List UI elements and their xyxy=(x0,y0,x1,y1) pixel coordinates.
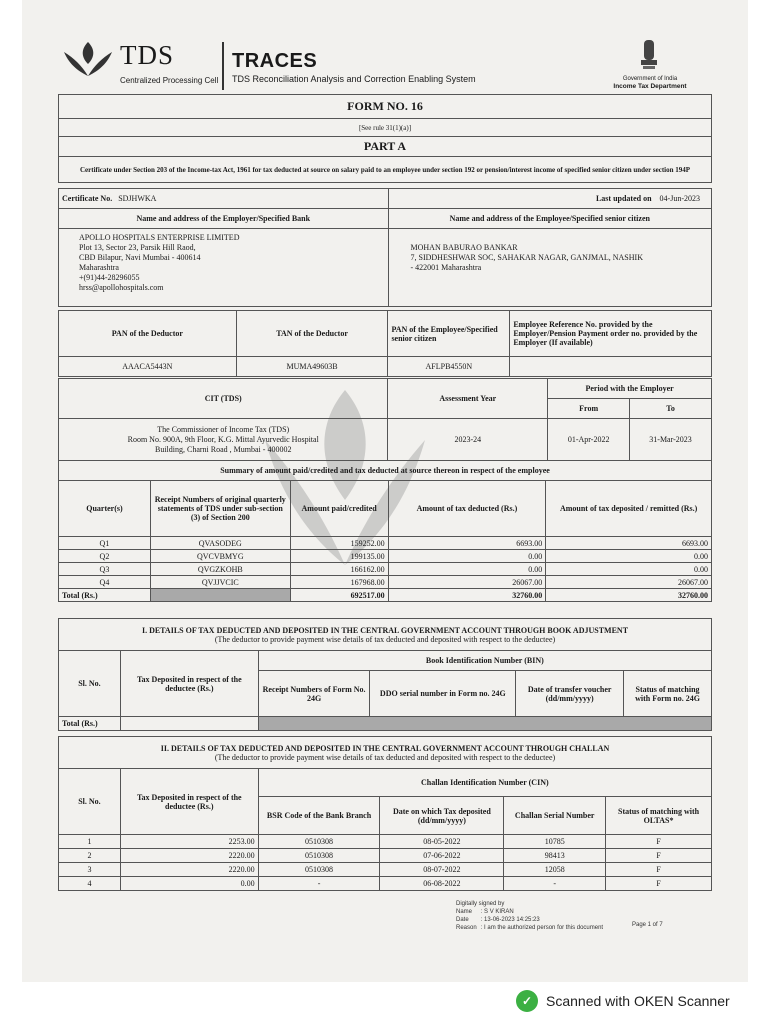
signed-by-label: Digitally signed by xyxy=(456,901,505,907)
ay-label: Assessment Year xyxy=(388,379,548,419)
book-adjustment-table xyxy=(58,618,712,731)
shaded-cell xyxy=(150,589,290,602)
tax-amount: 2220.00 xyxy=(120,849,258,863)
certificate-no-label: Certificate No. xyxy=(62,194,113,203)
emp-ref-label: Employee Reference No. provided by the Employer/Pension Payment order no. provided by the Employer (If available) xyxy=(510,311,712,357)
sl-no-header: Sl. No. xyxy=(59,651,121,717)
bin-col-status: Status of matching with Form no. 24G xyxy=(624,671,712,717)
oltas-status: F xyxy=(606,849,712,863)
bin-header: Book Identification Number (BIN) xyxy=(258,651,711,671)
header-divider xyxy=(222,42,224,90)
tax-amount: 2220.00 xyxy=(120,863,258,877)
employee-address xyxy=(388,229,711,307)
employer-line: +(91)44-28296055 xyxy=(79,273,140,282)
table-row xyxy=(59,849,712,863)
employee-line: 7, SIDDHESHWAR SOC, SAHAKAR NAGAR, GANJMAL, NASHIK xyxy=(410,253,643,262)
header xyxy=(60,28,710,92)
total-label: Total (Rs.) xyxy=(59,589,151,602)
cit-line: The Commissioner of Income Tax (TDS) xyxy=(157,424,290,434)
tax-deposited-header: Tax Deposited in respect of the deductee (Rs.) xyxy=(120,769,258,835)
cit-address xyxy=(59,419,388,461)
pan-employee: AFLPB4550N xyxy=(388,357,510,377)
amount-paid: 159252.00 xyxy=(290,537,388,550)
oltas-status: F xyxy=(606,877,712,891)
tan-deductor: MUMA49603B xyxy=(236,357,388,377)
national-emblem-icon xyxy=(634,36,664,74)
tax-deposited: 0.00 xyxy=(546,563,712,576)
tax-deposited: 6693.00 xyxy=(546,537,712,550)
employer-header: Name and address of the Employer/Specified Bank xyxy=(59,209,389,229)
digital-signature xyxy=(456,900,607,932)
sum-header-deducted: Amount of tax deducted (Rs.) xyxy=(388,481,546,537)
challan-serial: 98413 xyxy=(504,849,606,863)
tax-deducted: 0.00 xyxy=(388,563,546,576)
quarter: Q1 xyxy=(59,537,151,550)
bsr-code: 0510308 xyxy=(258,849,380,863)
bin-col-ddo: DDO serial number in Form no. 24G xyxy=(370,671,516,717)
tax-deducted: 6693.00 xyxy=(388,537,546,550)
total-row xyxy=(59,589,712,602)
sec1-title: I. DETAILS OF TAX DEDUCTED AND DEPOSITED IN THE CENTRAL GOVERNMENT ACCOUNT THROUGH BOOK ADJUSTMENT xyxy=(141,625,629,635)
total-deposited: 32760.00 xyxy=(546,589,712,602)
sig-reason-label: Reason xyxy=(456,925,477,931)
table-row xyxy=(59,835,712,849)
receipt-no: QVCVBMYG xyxy=(150,550,290,563)
sig-name: : S V KIRAN xyxy=(480,909,514,915)
parties-table xyxy=(58,188,712,307)
page-number: Page 1 of 7 xyxy=(632,922,663,928)
assessment-year: 2023-24 xyxy=(388,419,548,461)
gov-of-india xyxy=(600,76,700,91)
table-row xyxy=(59,563,712,576)
period-label: Period with the Employer xyxy=(548,379,712,399)
tds-logo-text: TDS xyxy=(120,40,175,70)
sum-header-deposited: Amount of tax deposited / remitted (Rs.) xyxy=(546,481,712,537)
sum-header-quarter: Quarter(s) xyxy=(59,481,151,537)
pan-employee-label: PAN of the Employee/Specified senior citizen xyxy=(388,311,510,357)
employee-line: MOHAN BABURAO BANKAR xyxy=(410,243,518,252)
traces-title: TRACES xyxy=(232,50,318,72)
cin-col-serial: Challan Serial Number xyxy=(504,797,606,835)
oken-scanner-icon: ✓ xyxy=(516,990,538,1012)
tax-deducted: 26067.00 xyxy=(388,576,546,589)
sec2-subtitle: (The deductor to provide payment wise details of tax deducted and deposited with respect to the deductee) xyxy=(214,752,556,762)
table-row xyxy=(59,576,712,589)
certificate-no: SDJHWKA xyxy=(118,194,157,203)
certificate-desc: Certificate under Section 203 of the Income-tax Act, 1961 for tax deducted at source on salary paid to an employee under section 192 or pension/interest income of specified senior citizen under section 194P xyxy=(59,157,712,183)
bsr-code: 0510308 xyxy=(258,863,380,877)
quarter: Q4 xyxy=(59,576,151,589)
tax-deducted: 0.00 xyxy=(388,550,546,563)
cit-line: Room No. 900A, 9th Floor, K.G. Mittal Ayurvedic Hospital xyxy=(127,434,319,444)
summary-table xyxy=(58,460,712,602)
challan-table xyxy=(58,736,712,891)
period-to: 31-Mar-2023 xyxy=(630,419,712,461)
sl-no: 2 xyxy=(59,849,121,863)
bsr-code: - xyxy=(258,877,380,891)
pan-deductor-label: PAN of the Deductor xyxy=(59,311,237,357)
certificate-no-cell xyxy=(59,189,389,209)
cit-line: Building, Charni Road , Mumbai - 400002 xyxy=(155,444,292,454)
period-from: 01-Apr-2022 xyxy=(548,419,630,461)
employer-line: Maharashtra xyxy=(79,263,119,272)
pan-deductor: AAACA5443N xyxy=(59,357,237,377)
sum-header-paid: Amount paid/credited xyxy=(290,481,388,537)
last-updated-label: Last updated on xyxy=(595,194,652,203)
employee-line: - 422001 Maharashtra xyxy=(410,263,482,272)
gov-line1: Government of India xyxy=(622,76,678,82)
sum-header-receipt: Receipt Numbers of original quarterly statements of TDS under sub-section (3) of Section 200 xyxy=(150,481,290,537)
bsr-code: 0510308 xyxy=(258,835,380,849)
bin-total-label: Total (Rs.) xyxy=(59,717,121,731)
signature-details xyxy=(456,908,607,932)
sec1-subtitle: (The deductor to provide payment wise details of tax deducted and deposited with respect to the deductee) xyxy=(214,634,556,644)
sl-no: 4 xyxy=(59,877,121,891)
sl-no-header: Sl. No. xyxy=(59,769,121,835)
summary-title: Summary of amount paid/credited and tax deducted at source thereon in respect of the employee xyxy=(59,461,712,481)
receipt-no: QVASODEG xyxy=(150,537,290,550)
scanner-footer xyxy=(516,990,730,1012)
amount-paid: 199135.00 xyxy=(290,550,388,563)
employer-line: APOLLO HOSPITALS ENTERPRISE LIMITED xyxy=(79,233,240,242)
tax-deposited: 26067.00 xyxy=(546,576,712,589)
cit-table xyxy=(58,378,712,461)
table-row xyxy=(59,863,712,877)
challan-serial: 10785 xyxy=(504,835,606,849)
table-row xyxy=(59,537,712,550)
cin-col-date: Date on which Tax deposited (dd/mm/yyyy) xyxy=(380,797,504,835)
cin-col-bsr: BSR Code of the Bank Branch xyxy=(258,797,380,835)
bin-col-receipt: Receipt Numbers of Form No. 24G xyxy=(258,671,370,717)
part-a: PART A xyxy=(59,137,712,157)
employer-line: CBD Bilapur, Navi Mumbai - 400614 xyxy=(79,253,201,262)
challan-serial: 12058 xyxy=(504,863,606,877)
deposit-date: 06-08-2022 xyxy=(380,877,504,891)
cit-label: CIT (TDS) xyxy=(59,379,388,419)
tax-amount: 0.00 xyxy=(120,877,258,891)
total-paid: 692517.00 xyxy=(290,589,388,602)
tds-logo-icon xyxy=(60,38,116,84)
tax-deposited: 0.00 xyxy=(546,550,712,563)
form-no: FORM NO. 16 xyxy=(59,95,712,119)
tax-amount: 2253.00 xyxy=(120,835,258,849)
table-row xyxy=(59,550,712,563)
challan-serial: - xyxy=(504,877,606,891)
sig-reason: : I am the authorized person for this document xyxy=(480,925,604,931)
from-label: From xyxy=(548,399,630,419)
sec2-heading xyxy=(59,737,712,769)
to-label: To xyxy=(630,399,712,419)
deposit-date: 08-05-2022 xyxy=(380,835,504,849)
bin-total-value xyxy=(120,717,258,731)
cin-col-status: Status of matching with OLTAS* xyxy=(606,797,712,835)
table-row xyxy=(59,877,712,891)
quarter: Q3 xyxy=(59,563,151,576)
bin-col-date: Date of transfer voucher (dd/mm/yyyy) xyxy=(516,671,624,717)
rule-ref: [See rule 31(1)(a)] xyxy=(59,119,712,137)
form-header-table xyxy=(58,94,712,183)
tax-deposited-header: Tax Deposited in respect of the deductee (Rs.) xyxy=(120,651,258,717)
pan-tan-table xyxy=(58,310,712,377)
sl-no: 3 xyxy=(59,863,121,877)
amount-paid: 166162.00 xyxy=(290,563,388,576)
receipt-no: QVJJVCIC xyxy=(150,576,290,589)
total-deducted: 32760.00 xyxy=(388,589,546,602)
traces-subtitle: TDS Reconciliation Analysis and Correction Enabling System xyxy=(232,74,476,84)
oltas-status: F xyxy=(606,835,712,849)
deposit-date: 07-06-2022 xyxy=(380,849,504,863)
employee-header: Name and address of the Employee/Specified senior citizen xyxy=(388,209,711,229)
last-updated: 04-Jun-2023 xyxy=(659,194,700,203)
gov-line2: Income Tax Department xyxy=(613,83,687,90)
sl-no: 1 xyxy=(59,835,121,849)
sec1-heading xyxy=(59,619,712,651)
employer-address xyxy=(59,229,389,307)
cin-header: Challan Identification Number (CIN) xyxy=(258,769,711,797)
emp-ref-value xyxy=(510,357,712,377)
tan-deductor-label: TAN of the Deductor xyxy=(236,311,388,357)
oltas-status: F xyxy=(606,863,712,877)
deposit-date: 08-07-2022 xyxy=(380,863,504,877)
last-updated-cell xyxy=(388,189,711,209)
tds-subtitle: Centralized Processing Cell xyxy=(120,76,219,85)
sec2-title: II. DETAILS OF TAX DEDUCTED AND DEPOSITED IN THE CENTRAL GOVERNMENT ACCOUNT THROUGH CHALLAN xyxy=(160,743,610,753)
quarter: Q2 xyxy=(59,550,151,563)
sig-date: : 13-06-2023 14:25:23 xyxy=(480,917,540,923)
employer-line: Plot 13, Sector 23, Parsik Hill Raod, xyxy=(79,243,196,252)
receipt-no: QVGZKOHB xyxy=(150,563,290,576)
amount-paid: 167968.00 xyxy=(290,576,388,589)
sig-date-label: Date xyxy=(456,917,469,923)
shaded-cell xyxy=(258,717,711,731)
scanner-text: Scanned with OKEN Scanner xyxy=(546,993,730,1009)
sig-name-label: Name xyxy=(456,909,473,915)
employer-line: hrss@apollohospitals.com xyxy=(79,283,164,292)
